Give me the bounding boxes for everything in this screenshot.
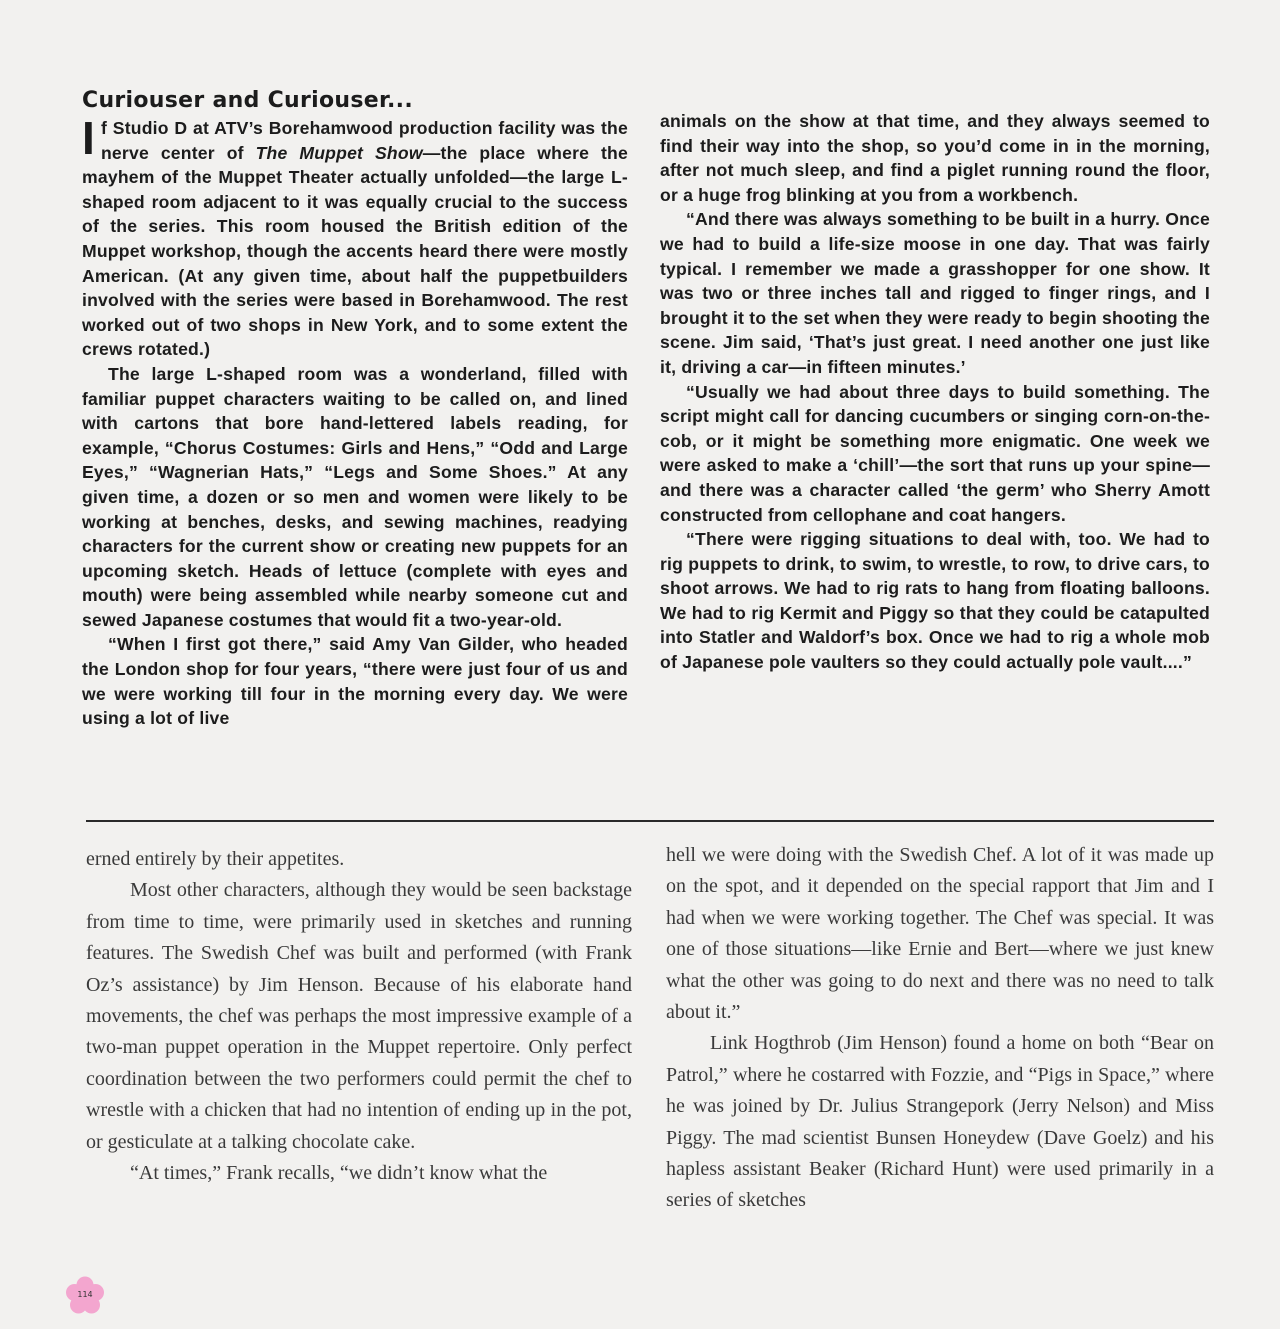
sidebar-paragraph: “There were rigging situations to deal with, too. We had to rig puppets to drink, to swim, to wrestle, to row, to drive cars, to shoot arrows. We had to rig rats to hang from floating balloons. We had to rig Kermit and Piggy so that they could be catapulted into Statler and Waldorf’s box. Once we had to rig a whole mob of Japanese pole vaulters so they could actually pole vault....” <box>660 529 1210 673</box>
sidebar-box <box>82 88 1214 808</box>
sidebar-column-right <box>660 109 1210 675</box>
page-number: 114 <box>77 1290 93 1299</box>
page-folio <box>65 1276 105 1316</box>
body-column-right <box>666 840 1214 1217</box>
sidebar-paragraph: “When I first got there,” said Amy Van Gilder, who headed the London shop for four years, “there were just four of us and we were working till four in the morning every day. We were using a lot of live <box>82 634 628 729</box>
sidebar-column-left <box>82 112 628 731</box>
sidebar-paragraph: If Studio D at ATV’s Borehamwood production facility was the nerve center of The Muppet Show—the place where the mayhem of the Muppet Theater actually unfolded—the large L-shaped room adjacent to it was equally crucial to the success of the series. This room housed the British edition of the Muppet workshop, though the accents heard there were mostly American. (At any given time, about half the puppetbuilders involved with the series were based in Borehamwood. The rest worked out of two shops in New York, and to some extent the crews rotated.) <box>82 112 628 360</box>
body-paragraph: “At times,” Frank recalls, “we didn’t know what the <box>130 1162 548 1185</box>
sidebar-divider <box>86 820 1214 822</box>
body-paragraph: Link Hogthrob (Jim Henson) found a home on both “Bear on Patrol,” where he costarred with Fozzie, and “Pigs in Space,” where he was joined by Dr. Julius Strangepork (Jerry Nelson) and Miss Piggy. The mad scientist Bunsen Honeydew (Dave Goelz) and his hapless assistant Beaker (Richard Hunt) were used primarily in a series of sketches <box>666 1032 1214 1212</box>
body-column-left <box>86 844 632 1189</box>
body-paragraph: hell we were doing with the Swedish Chef. A lot of it was made up on the spot, and it depended on the special rapport that Jim and I had when we were working together. The Chef was special. It was one of those situations—like Ernie and Bert—where we just knew what the other was going to do next and there was no need to talk about it.” <box>666 844 1214 1024</box>
drop-cap: I <box>82 112 95 164</box>
sidebar-paragraph: animals on the show at that time, and they always seemed to find their way into the shop, so you’d come in in the morning, after not much sleep, and find a piglet running round the floor, or a huge frog blinking at you from a workbench. <box>660 111 1210 205</box>
show-title: The Muppet Show <box>255 142 423 163</box>
sidebar-paragraph: The large L-shaped room was a wonderland, filled with familiar puppet characters waiting to be called on, and lined with cartons that bore hand-lettered labels reading, for example, “Chorus Costumes: Girls and Hens,” “Odd and Large Eyes,” “Wagnerian Hats,” “Legs and Some Shoes.” At any given time, a dozen or so men and women were likely to be working at benches, desks, and sewing machines, readying characters for the current show or creating new puppets for an upcoming sketch. Heads of lettuce (complete with eyes and mouth) were being assembled while nearby someone cut and sewed Japanese costumes that would fit a two-year-old. <box>82 363 628 630</box>
sidebar-paragraph: “And there was always something to be built in a hurry. Once we had to build a life-size moose in one day. That was fairly typical. I remember we made a grasshopper for one show. It was two or three inches tall and rigged to finger rings, and I brought it to the set when they were ready to begin shooting the scene. Jim said, ‘That’s just great. I need another one just like it, driving a car—in fifteen minutes.’ <box>660 209 1210 377</box>
body-paragraph: Most other characters, although they would be seen backstage from time to time, were primarily used in sketches and running features. The Swedish Chef was built and performed (with Frank Oz’s assistance) by Jim Henson. Because of his elaborate hand movements, the chef was perhaps the most impressive example of a two-man puppet operation in the Muppet repertoire. Only perfect coordination between the two performers could permit the chef to wrestle with a chicken that had no intention of ending up in the pot, or gesticulate at a talking chocolate cake. <box>86 879 632 1153</box>
sidebar-paragraph: “Usually we had about three days to build something. The script might call for dancing cucumbers or singing corn-on-the-cob, or it might be something more enigmatic. One week we were asked to make a ‘chill’—the sort that runs up your spine—and there was a character called ‘the germ’ who Sherry Amott constructed from cellophane and coat hangers. <box>660 381 1210 525</box>
sidebar-title: Curiouser and Curiouser... <box>82 88 413 113</box>
body-paragraph: erned entirely by their appetites. <box>86 848 345 870</box>
